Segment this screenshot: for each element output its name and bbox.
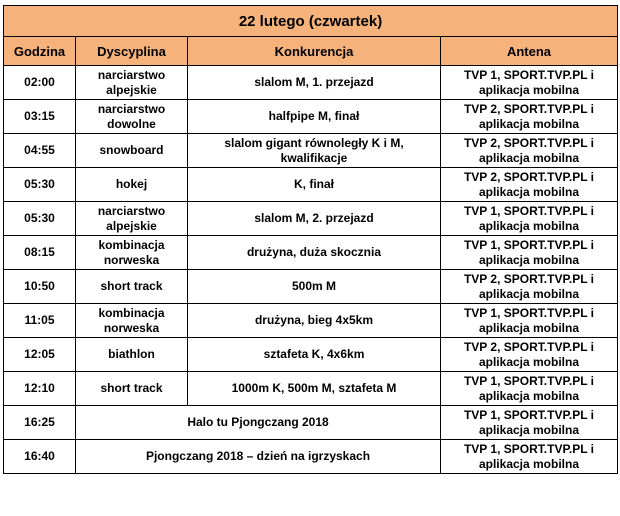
header-competition: Konkurencja	[188, 37, 441, 66]
cell-discipline: kombinacja norweska	[76, 236, 188, 270]
cell-discipline: kombinacja norweska	[76, 304, 188, 338]
schedule-table	[3, 5, 618, 474]
cell-channel: TVP 2, SPORT.TVP.PL i aplikacja mobilna	[441, 134, 618, 168]
cell-competition: slalom M, 2. przejazd	[188, 202, 441, 236]
cell-channel: TVP 1, SPORT.TVP.PL i aplikacja mobilna	[441, 440, 618, 474]
cell-discipline: hokej	[76, 168, 188, 202]
table-row	[4, 338, 618, 372]
cell-discipline: biathlon	[76, 338, 188, 372]
cell-competition: slalom M, 1. przejazd	[188, 66, 441, 100]
cell-time: 12:05	[4, 338, 76, 372]
cell-competition: sztafeta K, 4x6km	[188, 338, 441, 372]
schedule-container	[3, 5, 617, 474]
cell-discipline: short track	[76, 372, 188, 406]
table-row	[4, 372, 618, 406]
cell-time: 10:50	[4, 270, 76, 304]
cell-competition: 500m M	[188, 270, 441, 304]
table-row	[4, 236, 618, 270]
cell-time: 16:40	[4, 440, 76, 474]
cell-time: 02:00	[4, 66, 76, 100]
cell-channel: TVP 1, SPORT.TVP.PL i aplikacja mobilna	[441, 372, 618, 406]
cell-discipline: snowboard	[76, 134, 188, 168]
cell-channel: TVP 1, SPORT.TVP.PL i aplikacja mobilna	[441, 66, 618, 100]
header-channel: Antena	[441, 37, 618, 66]
cell-time: 16:25	[4, 406, 76, 440]
cell-time: 08:15	[4, 236, 76, 270]
table-row	[4, 304, 618, 338]
cell-discipline: narciarstwo alpejskie	[76, 202, 188, 236]
cell-time: 05:30	[4, 202, 76, 236]
header-time: Godzina	[4, 37, 76, 66]
cell-channel: TVP 1, SPORT.TVP.PL i aplikacja mobilna	[441, 236, 618, 270]
cell-channel: TVP 1, SPORT.TVP.PL i aplikacja mobilna	[441, 202, 618, 236]
table-row-merged	[4, 440, 618, 474]
table-row	[4, 168, 618, 202]
cell-time: 12:10	[4, 372, 76, 406]
cell-discipline: short track	[76, 270, 188, 304]
cell-competition: slalom gigant równoległy K i M, kwalifikacje	[188, 134, 441, 168]
cell-competition: K, finał	[188, 168, 441, 202]
cell-channel: TVP 1, SPORT.TVP.PL i aplikacja mobilna	[441, 304, 618, 338]
cell-competition: halfpipe M, finał	[188, 100, 441, 134]
cell-channel: TVP 2, SPORT.TVP.PL i aplikacja mobilna	[441, 270, 618, 304]
table-title: 22 lutego (czwartek)	[4, 6, 618, 37]
cell-channel: TVP 2, SPORT.TVP.PL i aplikacja mobilna	[441, 338, 618, 372]
cell-competition: 1000m K, 500m M, sztafeta M	[188, 372, 441, 406]
cell-channel: TVP 2, SPORT.TVP.PL i aplikacja mobilna	[441, 168, 618, 202]
cell-competition: drużyna, duża skocznia	[188, 236, 441, 270]
table-row	[4, 66, 618, 100]
cell-time: 03:15	[4, 100, 76, 134]
table-row	[4, 202, 618, 236]
cell-program: Pjongczang 2018 – dzień na igrzyskach	[76, 440, 441, 474]
cell-discipline: narciarstwo dowolne	[76, 100, 188, 134]
header-discipline: Dyscyplina	[76, 37, 188, 66]
cell-program: Halo tu Pjongczang 2018	[76, 406, 441, 440]
header-row	[4, 37, 618, 66]
cell-time: 04:55	[4, 134, 76, 168]
cell-channel: TVP 1, SPORT.TVP.PL i aplikacja mobilna	[441, 406, 618, 440]
table-row	[4, 134, 618, 168]
table-row	[4, 270, 618, 304]
cell-time: 11:05	[4, 304, 76, 338]
cell-channel: TVP 2, SPORT.TVP.PL i aplikacja mobilna	[441, 100, 618, 134]
cell-discipline: narciarstwo alpejskie	[76, 66, 188, 100]
table-row-merged	[4, 406, 618, 440]
table-row	[4, 100, 618, 134]
title-row	[4, 6, 618, 37]
cell-competition: drużyna, bieg 4x5km	[188, 304, 441, 338]
cell-time: 05:30	[4, 168, 76, 202]
